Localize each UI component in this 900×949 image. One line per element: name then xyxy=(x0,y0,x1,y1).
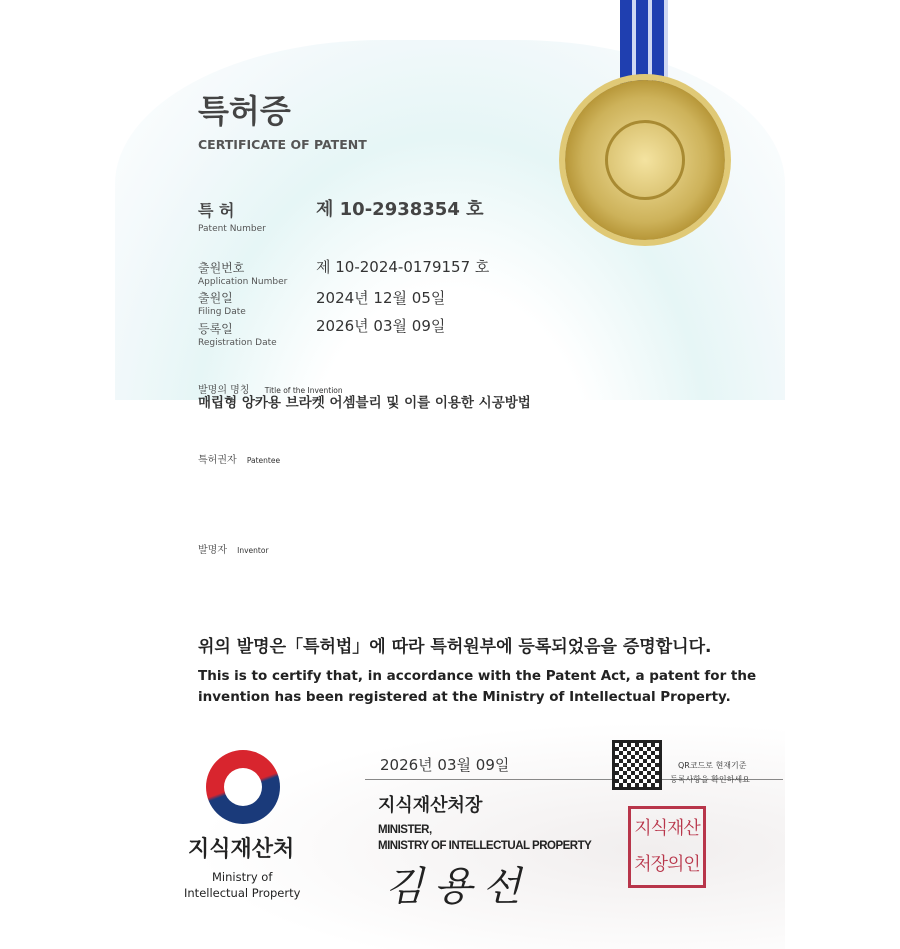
registration-label-eng: Registration Date xyxy=(198,338,277,348)
invention-label-eng: Title of the Invention xyxy=(265,386,343,395)
certify-statement-english-1: This is to certify that, in accordance with the Patent Act, a patent for the xyxy=(198,668,756,684)
patentee-label-eng: Patentee xyxy=(247,456,280,465)
patent-number: 제 10-2938354 호 xyxy=(316,200,484,220)
registration-label: 등록일 xyxy=(198,323,233,336)
certify-statement-korean: 위의 발명은「특허법」에 따라 특허원부에 등록되었음을 증명합니다. xyxy=(198,638,711,657)
org-name-english-2: Intellectual Property xyxy=(184,887,300,900)
org-name-english-1: Ministry of xyxy=(212,871,272,884)
filing-label: 출원일 xyxy=(198,292,233,305)
title-english: CERTIFICATE OF PATENT xyxy=(198,138,367,152)
title-korean: 특허증 xyxy=(198,94,291,129)
qr-note-1: QR코드로 현재기준 xyxy=(678,761,747,771)
inventor-label-kor: 발명자 xyxy=(198,545,227,556)
invention-label-kor: 발명의 명칭 xyxy=(198,385,249,396)
invention-label xyxy=(198,379,343,397)
certify-statement-english-2: invention has been registered at the Ministry of Intellectual Property. xyxy=(198,689,731,705)
minister-title-english-1: MINISTER, xyxy=(378,824,432,837)
official-stamp: 지식재산처장의인 xyxy=(628,806,706,888)
signature: 김용선 xyxy=(385,865,531,909)
filing-label-eng: Filing Date xyxy=(198,307,246,317)
registration-date: 2026년 03월 09일 xyxy=(316,318,445,335)
ministry-logo-icon xyxy=(206,750,280,824)
filing-date: 2024년 12월 05일 xyxy=(316,290,445,307)
application-label: 출원번호 xyxy=(198,262,244,275)
application-number: 제 10-2024-0179157 호 xyxy=(316,259,489,276)
org-name-korean: 지식재산처 xyxy=(188,838,294,862)
invention-title: 매립형 앙카용 브라켓 어셈블리 및 이를 이용한 시공방법 xyxy=(198,396,531,411)
minister-title-korean: 지식재산처장 xyxy=(378,796,482,816)
inventor-label-eng: Inventor xyxy=(237,546,268,555)
issue-date: 2026년 03월 09일 xyxy=(380,757,509,774)
qr-code-icon[interactable] xyxy=(612,740,662,790)
gold-seal-icon xyxy=(565,80,725,240)
patent-label-eng: Patent Number xyxy=(198,224,266,234)
patentee-label-kor: 특허권자 xyxy=(198,455,237,466)
minister-title-english-2: MINISTRY OF INTELLECTUAL PROPERTY xyxy=(378,840,591,853)
patentee-label xyxy=(198,449,280,467)
patent-label: 특 허 xyxy=(198,202,234,220)
qr-note-2: 등록사항을 확인하세요 xyxy=(670,775,750,785)
application-label-eng: Application Number xyxy=(198,277,287,287)
inventor-label xyxy=(198,539,269,557)
